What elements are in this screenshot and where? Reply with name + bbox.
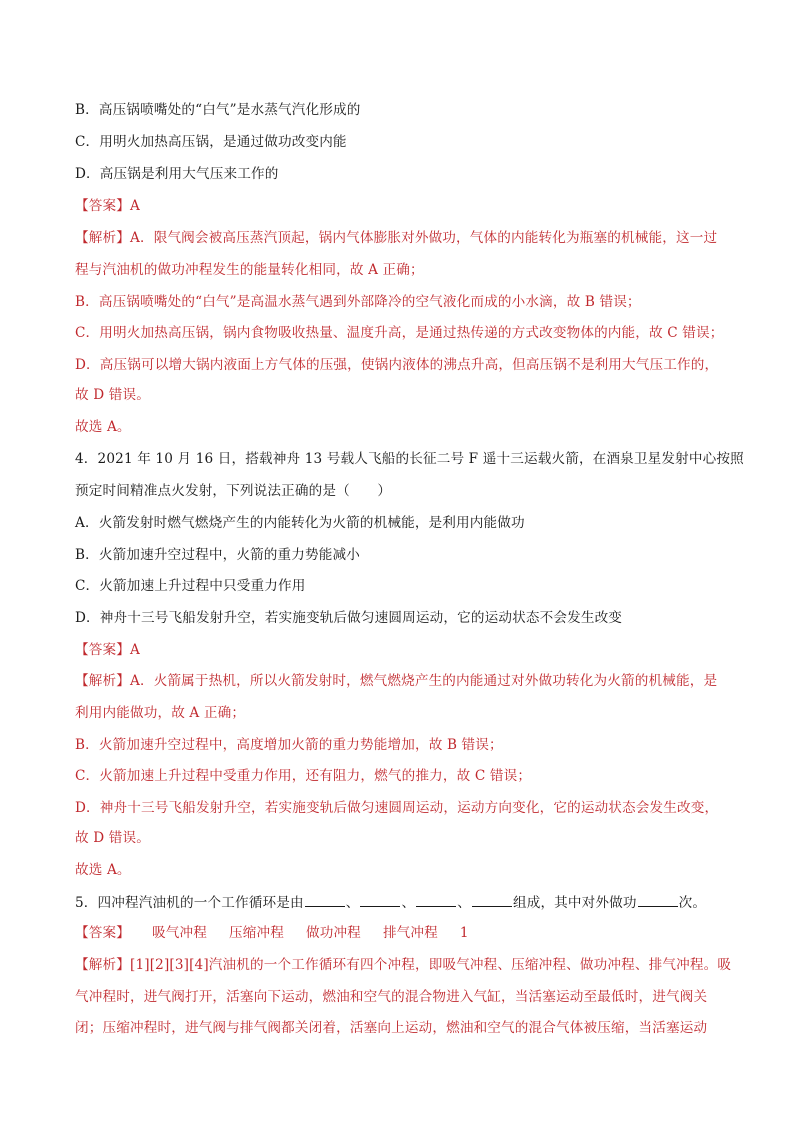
q4-stem-line-2: 预定时间精准点火发射，下列说法正确的是（ ） — [75, 483, 392, 499]
q5-analysis-line-3: 闭；压缩冲程时，进气阀与排气阀都关闭着，活塞向上运动，燃油和空气的混合气体被压缩，当活塞运动 — [75, 1020, 708, 1036]
answer-item: 做功冲程 — [305, 925, 361, 941]
analysis-label: 【解析】 — [75, 957, 130, 973]
q5-stem-mid: 组成，其中对外做功 — [512, 895, 637, 911]
q4-stem-line-1: 4．2021 年 10 月 16 日，搭载神舟 13 号载人飞船的长征二号 F 遥十三运载火箭，在酒泉卫星发射中心按照 — [75, 451, 744, 467]
fill-blank-3[interactable] — [416, 892, 456, 907]
q5-stem-end: 次。 — [678, 895, 707, 911]
q4-analysis-line-5: D．神舟十三号飞船发射升空，若实施变轨后做匀速圆周运动，运动方向变化，它的运动状态会发生改变， — [75, 800, 719, 816]
q3-analysis-line-1 — [75, 228, 725, 248]
q5-analysis-line-1 — [75, 955, 732, 975]
q4-answer — [75, 640, 725, 660]
fill-blank-2[interactable] — [360, 892, 400, 907]
q5-analysis-line-2: 气冲程时，进气阀打开，活塞向下运动，燃油和空气的混合物进入气缸，当活塞运动至最低时，进气阀关 — [75, 989, 708, 1005]
q4-analysis-line-3: B．火箭加速升空过程中，高度增加火箭的重力势能增加，故 B 错误； — [75, 737, 503, 753]
q3-option-d: D．高压锅是利用大气压来工作的 — [75, 166, 279, 182]
answer-item: 1 — [459, 925, 469, 941]
q4-analysis-line-2: 利用内能做功，故 A 正确； — [75, 705, 246, 721]
answer-item: 吸气冲程 — [151, 925, 207, 941]
q4-analysis-line-4: C．火箭加速上升过程中受重力作用，还有阻力，燃气的推力，故 C 错误； — [75, 768, 532, 784]
answer-label: 【答案】 — [75, 925, 130, 941]
fill-blank-5[interactable] — [638, 892, 678, 907]
q4-option-a: A．火箭发射时燃气燃烧产生的内能转化为火箭的机械能，是利用内能做功 — [75, 515, 525, 531]
q3-analysis-line-2: 程与汽油机的做功冲程发生的能量转化相同，故 A 正确； — [75, 262, 424, 278]
separator: 、 — [345, 895, 360, 911]
q4-analysis-line-1 — [75, 671, 725, 691]
q5-answer — [75, 923, 725, 943]
analysis-label: 【解析】 — [75, 230, 130, 246]
answer-value: A — [129, 198, 140, 214]
q3-analysis-line-3: B．高压锅喷嘴处的“白气”是高温水蒸气遇到外部降冷的空气液化而成的小水滴，故 B 错误； — [75, 294, 641, 310]
q4-option-b: B．火箭加速升空过程中，火箭的重力势能减小 — [75, 547, 361, 563]
answer-item: 排气冲程 — [382, 925, 438, 941]
answer-item: 压缩冲程 — [228, 925, 284, 941]
q3-analysis-line-5: D．高压锅可以增大锅内液面上方气体的压强，使锅内液体的沸点升高，但高压锅不是利用大气压工作的， — [75, 357, 719, 373]
separator: 、 — [401, 895, 416, 911]
q3-option-b: B．高压锅喷嘴处的“白气”是水蒸气汽化形成的 — [75, 102, 361, 118]
answer-label: 【答案】 — [75, 642, 130, 658]
fill-blank-1[interactable] — [305, 892, 345, 907]
q4-option-d: D．神舟十三号飞船发射升空，若实施变轨后做匀速圆周运动，它的运动状态不会发生改变 — [75, 610, 623, 626]
analysis-text: [1][2][3][4]汽油机的一个工作循环有四个冲程，即吸气冲程、压缩冲程、做功冲程、排气冲程。吸 — [129, 957, 732, 973]
q3-conclusion: 故选 A。 — [75, 419, 131, 435]
fill-blank-4[interactable] — [472, 892, 512, 907]
answer-label: 【答案】 — [75, 198, 130, 214]
analysis-text: A．限气阀会被高压蒸汽顶起，锅内气体膨胀对外做功，气体的内能转化为瓶塞的机械能，这一过 — [129, 230, 718, 246]
analysis-label: 【解析】 — [75, 673, 130, 689]
q5-stem-start: 5．四冲程汽油机的一个工作循环是由 — [75, 895, 304, 911]
analysis-text: A．火箭属于热机，所以火箭发射时，燃气燃烧产生的内能通过对外做功转化为火箭的机械能，是 — [129, 673, 718, 689]
separator: 、 — [457, 895, 471, 911]
q4-conclusion: 故选 A。 — [75, 862, 131, 878]
q4-option-c: C．火箭加速上升过程中只受重力作用 — [75, 578, 306, 594]
q3-answer — [75, 196, 725, 216]
q3-analysis-line-6: 故 D 错误。 — [75, 387, 150, 403]
answer-value: A — [129, 642, 140, 658]
q4-analysis-line-6: 故 D 错误。 — [75, 830, 150, 846]
q3-option-c: C．用明火加热高压锅，是通过做功改变内能 — [75, 134, 347, 150]
q5-stem — [75, 892, 725, 913]
q3-analysis-line-4: C．用明火加热高压锅，锅内食物吸收热量、温度升高，是通过热传递的方式改变物体的内能，故 C 错误； — [75, 325, 724, 341]
